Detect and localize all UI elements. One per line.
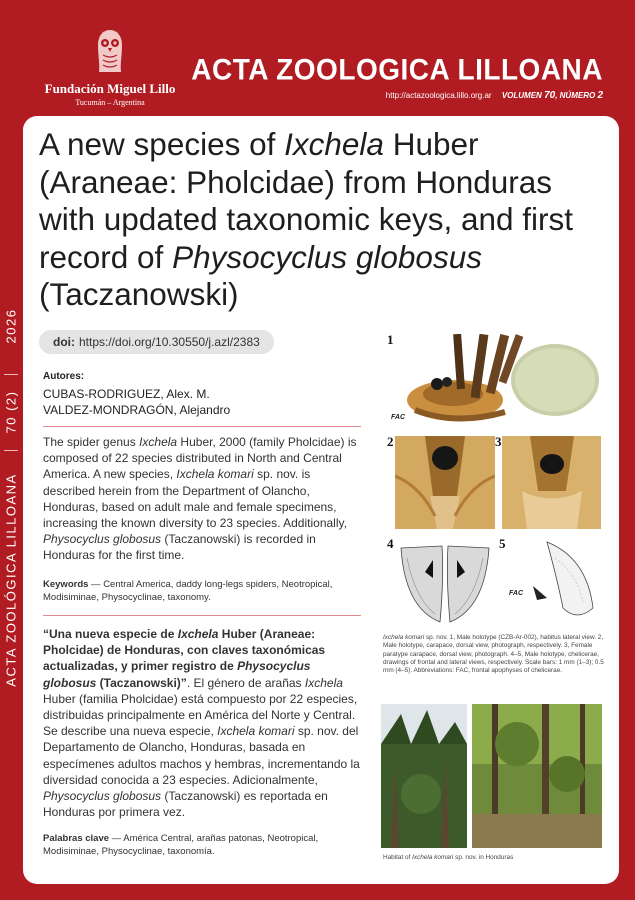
doi-link[interactable]: https://doi.org/10.30550/j.azl/2383 — [79, 335, 260, 349]
doi-badge[interactable] — [39, 330, 274, 354]
sidebar-issue: 70 (2) — [3, 390, 19, 434]
fac-label: FAC — [391, 414, 405, 421]
author: CUBAS-RODRIGUEZ, Alex. M. — [43, 387, 210, 401]
foundation-place: Tucumán – Argentina — [75, 98, 145, 107]
section-divider — [43, 615, 361, 616]
figure-number: 5 — [499, 536, 506, 551]
chelicerae-lateral-drawing — [507, 538, 601, 626]
figure-number: 1 — [387, 332, 394, 347]
authors-label: Autores: — [43, 371, 85, 382]
journal-url[interactable]: http://actazoologica.lillo.org.ar — [385, 91, 492, 100]
habitat-photo — [472, 704, 602, 848]
sidebar-journal: ACTA ZOOLÓGICA LILLOANA — [3, 473, 19, 687]
section-divider — [43, 426, 361, 427]
female-carapace-photo — [502, 436, 601, 529]
foundation-name: Fundación Miguel Lillo — [44, 81, 176, 96]
doi-label: doi: — [53, 335, 75, 349]
sidebar-year: 2026 — [3, 308, 19, 344]
chelicerae-frontal-drawing — [395, 538, 495, 626]
journal-title: ACTA ZOOLOGICA LILLOANA — [191, 53, 603, 86]
sidebar — [0, 0, 22, 900]
male-carapace-photo — [395, 436, 495, 529]
habitat-caption: Habitat of Ixchela komari sp. nov. in Honduras — [383, 854, 514, 861]
figure-number: 3 — [495, 434, 502, 449]
figure-number: 4 — [387, 536, 394, 551]
authors-list — [43, 386, 361, 418]
sidebar-divider — [4, 450, 18, 451]
habitus-photo — [395, 334, 601, 432]
abstract: The spider genus Ixchela Huber, 2000 (family Pholcidae) is composed of 22 species distributed in North and Central America. A new species, Ixchela komari sp. nov. is described herein from the Department of Olancho, Honduras, based on adult male and female specimens, increasing the known diversity to 23 species. Additionally, Physocyclus globosus (Taczanowski) is recorded in Honduras for the first time. — [43, 435, 357, 563]
palabras-clave: Palabras clave — América Central, arañas patonas, Neotropical, Modisiminae, Physocyclinae, taxonomía. — [43, 833, 319, 857]
figure-caption: Ixchela komari sp. nov. 1, Male holotype (CZB-Ar-002), habitus lateral view. 2, Male holotype, carapace, dorsal view, photograph, respectively. 3, Female paratype carapace, dorsal view, photograph. 4–5, Male holotype, chelicerae, drawings of frontal and lateral views, respectively. Scale bars: 1 mm (1–3); 0.5 mm (4–5). Abbreviations: FAC, frontal apophyses of chelicerae. — [383, 634, 604, 675]
figure-number: 2 — [387, 434, 394, 449]
resumen: “Una nueva especie de Ixchela Huber (Araneae: Pholcidae) de Honduras, con claves taxonómicas actualizadas, y primer registro de Physocyclus globosus (Taczanowski)”. El género de arañas Ixchela Huber (familia Pholcidae) está compuesto por 22 especies, distribuidas principalmente en América del Norte y Central. Se describe una nueva especie, Ixchela komari sp. nov. del Departamento de Olancho, Honduras, basada en especímenes adultos machos y hembras, incrementando la diversidad conocida a 23 especies. Adicionalmente, Physocyclus globosus (Taczanowski) es reportada en Honduras por primera vez. — [43, 627, 360, 820]
fac-label: FAC — [509, 590, 523, 597]
owl-logo-icon — [93, 28, 127, 74]
foundation-logo — [30, 28, 190, 107]
habitat-photo — [381, 704, 467, 848]
article-panel — [23, 116, 619, 884]
sidebar-divider — [4, 374, 18, 375]
volume-number: VOLUMEN 70, NÚMERO 2 — [501, 90, 603, 101]
journal-info — [386, 90, 603, 101]
article-title: A new species of Ixchela Huber (Araneae: Pholcidae) from Honduras with updated taxonomic keys, and first record of Physocyclus globosus (Taczanowski) — [39, 126, 574, 312]
author: VALDEZ-MONDRAGÓN, Alejandro — [43, 403, 231, 417]
keywords: Keywords — Central America, daddy long-legs spiders, Neotropical, Modisiminae, Physocyclinae, taxonomy. — [43, 579, 333, 603]
